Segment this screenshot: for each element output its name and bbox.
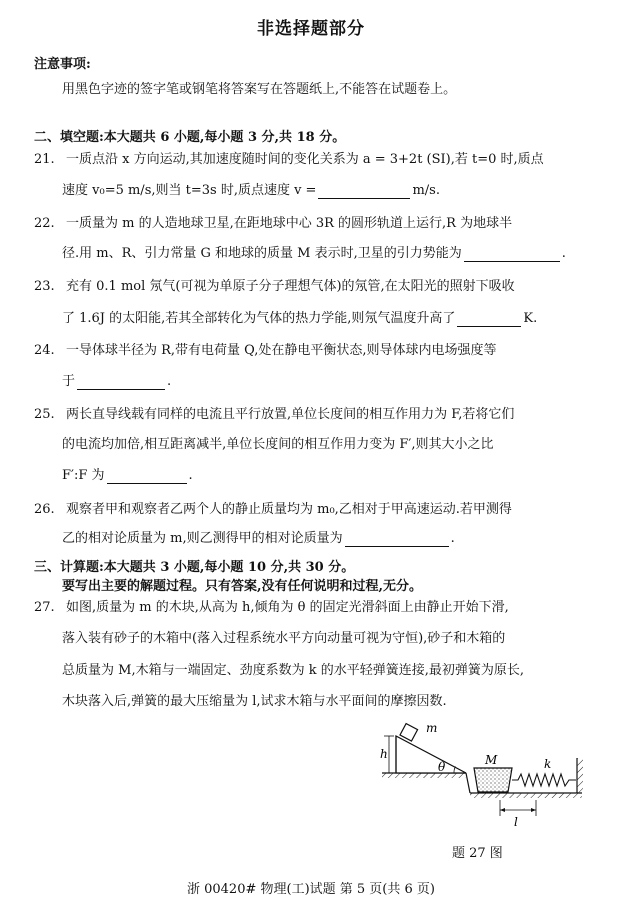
- question-25-line1: 25. 两长直导线载有同样的电流且平行放置,单位长度间的相互作用力为 F,若将它们: [34, 407, 515, 422]
- question-22-number: 22.: [34, 216, 55, 231]
- label-m: m: [426, 721, 438, 735]
- spring-k: [512, 774, 576, 786]
- answer-blank-21: [318, 184, 410, 199]
- question-27-line3: 总质量为 M,木箱与一端固定、劲度系数为 k 的水平轻弹簧连接,最初弹簧为原长,: [62, 663, 524, 678]
- fill-section-heading: 二、填空题:本大题共 6 小题,每小题 3 分,共 18 分。: [34, 130, 346, 145]
- question-25-line2: 的电流均加倍,相互距离减半,单位长度间的相互作用力变为 F′,则其大小之比: [62, 437, 494, 452]
- label-k: k: [544, 757, 552, 771]
- wall-hatch: [577, 758, 583, 793]
- question-25-number: 25.: [34, 407, 55, 422]
- question-24-line1: 24. 一导体球半径为 R,带有电荷量 Q,处在静电平衡状态,则导体球内电场强度等: [34, 343, 497, 358]
- block-m: [400, 724, 418, 742]
- question-21-line2: 速度 v₀=5 m/s,则当 t=3s 时,质点速度 v = m/s.: [62, 183, 440, 198]
- question-21-line1: 21. 一质点沿 x 方向运动,其加速度随时间的变化关系为 a = 3+2t (SI),若 t=0 时,质点: [34, 152, 544, 167]
- l-arrow-left: [500, 808, 505, 812]
- label-theta: θ: [438, 760, 446, 774]
- answer-blank-25: [107, 469, 187, 484]
- page-title: 非选择题部分: [257, 19, 365, 39]
- question-26-number: 26.: [34, 502, 55, 517]
- answer-blank-23: [457, 312, 521, 327]
- answer-blank-26: [345, 532, 449, 547]
- pit-floor-hatch: [470, 793, 582, 798]
- question-23-line1: 23. 充有 0.1 mol 氖气(可视为单原子分子理想气体)的氖管,在太阳光的照射下吸收: [34, 279, 515, 294]
- question-26-line1: 26. 观察者甲和观察者乙两个人的静止质量均为 m₀,乙相对于甲高速运动.若甲测得: [34, 502, 512, 517]
- question-22-line2: 径.用 m、R、引力常量 G 和地球的质量 M 表示时,卫星的引力势能为 .: [62, 246, 566, 261]
- question-24-number: 24.: [34, 343, 55, 358]
- label-l: l: [514, 815, 518, 829]
- figure-27-caption: 题 27 图: [452, 846, 503, 861]
- question-27-number: 27.: [34, 600, 55, 615]
- label-M: M: [485, 753, 498, 767]
- sand-box-M: [474, 768, 512, 792]
- notice-heading: 注意事项:: [34, 57, 91, 72]
- question-27-line1: 27. 如图,质量为 m 的木块,从高为 h,倾角为 θ 的固定光滑斜面上由静止开始下滑,: [34, 600, 509, 615]
- question-24-line2: 于 .: [62, 374, 172, 389]
- notice-text: 用黑色字迹的签字笔或钢笔将答案写在答题纸上,不能答在试题卷上。: [62, 82, 457, 97]
- page-footer: 浙 00420# 物理(工)试题 第 5 页(共 6 页): [186, 882, 435, 897]
- question-25-line3: F′:F 为 .: [62, 468, 193, 483]
- question-27-line2: 落入装有砂子的木箱中(落入过程系统水平方向动量可视为守恒),砂子和木箱的: [62, 631, 506, 646]
- incline-plane: [396, 736, 466, 773]
- incline-ground-hatch: [382, 773, 466, 778]
- pit-wall-left: [466, 773, 470, 793]
- calc-section-subheading: 要写出主要的解题过程。只有答案,没有任何说明和过程,无分。: [62, 579, 423, 594]
- question-21-number: 21.: [34, 152, 55, 167]
- label-h: h: [380, 747, 388, 761]
- question-26-line2: 乙的相对论质量为 m,则乙测得甲的相对论质量为 .: [62, 531, 455, 546]
- answer-blank-22: [464, 247, 560, 262]
- calc-section-heading: 三、计算题:本大题共 3 小题,每小题 10 分,共 30 分。: [34, 560, 355, 575]
- question-23-line2: 了 1.6J 的太阳能,若其全部转化为气体的热力学能,则氖气温度升高了 K.: [62, 311, 538, 326]
- question-27-line4: 木块落入后,弹簧的最大压缩量为 l,试求木箱与水平面间的摩擦因数.: [62, 694, 447, 709]
- answer-blank-24: [77, 375, 165, 390]
- figure-27-diagram: [370, 718, 606, 842]
- question-22-line1: 22. 一质量为 m 的人造地球卫星,在距地球中心 3R 的圆形轨道上运行,R 为地球半: [34, 216, 513, 231]
- question-23-number: 23.: [34, 279, 55, 294]
- l-arrow-right: [531, 808, 536, 812]
